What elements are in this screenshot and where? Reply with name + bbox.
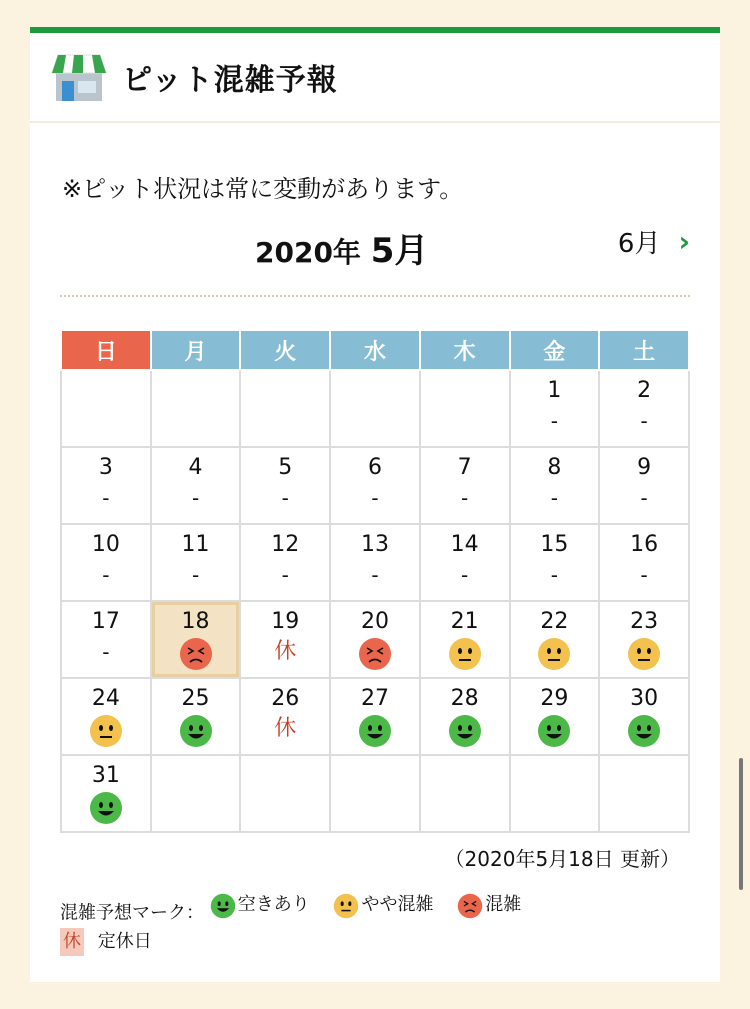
calendar-day-cell[interactable] [510,524,600,601]
calendar-day-cell[interactable] [330,601,420,678]
day-number: 29 [540,686,569,711]
day-number: 23 [630,609,659,634]
no-forecast-mark: - [640,409,648,433]
weekday-header-row [61,330,689,370]
day-number: 26 [271,686,300,711]
weekday-header: 日 [61,330,151,370]
rest-label: 定休日 [97,930,152,952]
calendar-day-cell[interactable] [240,447,330,524]
card-header [30,33,720,123]
calendar-day-cell[interactable] [420,601,510,678]
day-number: 1 [547,378,562,403]
calendar-day-cell[interactable] [61,678,151,755]
calendar-day-cell[interactable] [599,678,689,755]
legend-somewhat-label: やや混雑 [361,894,434,915]
calendar-day-cell[interactable] [151,601,241,678]
calendar-day-cell[interactable] [599,601,689,678]
day-number: 31 [91,763,120,788]
calendar-day-cell[interactable] [510,601,600,678]
calendar-week-row [61,755,689,832]
rest-mark: 休 [60,928,84,956]
smile-face-icon [152,711,240,747]
page-title: ピット混雑予報 [122,63,338,98]
calendar-empty-cell [330,755,420,832]
smile-face-icon [511,711,599,747]
calendar-empty-cell [420,755,510,832]
current-year-label: 2020年 [255,236,361,269]
neutral-face-icon [600,634,688,670]
legend-somewhat [333,891,433,919]
calendar-day-cell[interactable] [599,370,689,447]
no-forecast-mark: - [102,563,110,587]
legend-available-label: 空きあり [237,894,310,915]
calendar-empty-cell [61,370,151,447]
closed-day-mark: 休 [274,716,297,741]
current-month [255,223,428,272]
calendar-day-cell[interactable] [240,524,330,601]
day-number: 10 [91,532,120,557]
calendar-day-cell[interactable] [510,447,600,524]
calendar-empty-cell [240,755,330,832]
day-number: 14 [450,532,479,557]
no-forecast-mark: - [461,563,469,587]
neutral-face-icon [421,634,509,670]
neutral-face-icon [62,711,150,747]
legend-available [210,891,310,919]
no-forecast-mark: - [640,563,648,587]
day-number: 9 [637,455,652,480]
closed-day-mark: 休 [274,639,297,664]
calendar-week-row [61,370,689,447]
calendar-day-cell[interactable] [151,524,241,601]
calendar-empty-cell [240,370,330,447]
calendar-empty-cell [330,370,420,447]
shop-icon [50,53,108,101]
frown-face-icon [152,634,240,670]
no-forecast-mark: - [191,563,200,587]
no-forecast-mark: - [371,563,379,587]
calendar-week-row [61,524,689,601]
calendar-day-cell[interactable] [420,524,510,601]
calendar-day-cell[interactable] [330,524,420,601]
no-forecast-mark: - [281,486,289,510]
calendar-day-cell[interactable] [240,601,330,678]
day-number: 16 [630,532,659,557]
day-number: 22 [540,609,569,634]
no-forecast-mark: - [550,563,558,587]
smile-face-icon [421,711,509,747]
day-number: 11 [181,532,210,557]
calendar-empty-cell [510,755,600,832]
current-month-label: 5月 [370,231,429,271]
neutral-face-icon [511,634,599,670]
day-number: 4 [188,455,203,480]
no-forecast-mark: - [191,486,200,510]
calendar-day-cell[interactable] [61,524,151,601]
calendar-empty-cell [420,370,510,447]
day-number: 12 [271,532,300,557]
frown-face-icon [457,893,483,919]
neutral-face-icon [333,893,359,919]
day-number: 30 [630,686,659,711]
calendar-day-cell[interactable] [151,447,241,524]
day-number: 13 [360,532,389,557]
no-forecast-mark: - [461,486,469,510]
next-month-label: 6月 [617,229,661,259]
day-number: 8 [547,455,562,480]
calendar-day-cell[interactable] [510,678,600,755]
smile-face-icon [62,788,150,824]
day-number: 21 [450,609,479,634]
calendar-day-cell[interactable] [510,370,600,447]
day-number: 28 [450,686,479,711]
calendar [60,329,690,833]
calendar-day-cell[interactable] [599,447,689,524]
notice-text: ※ピット状況は常に変動があります。 [62,175,464,203]
calendar-empty-cell [599,755,689,832]
day-number: 3 [98,455,113,480]
calendar-week-row [61,447,689,524]
updated-timestamp: （2020年5月18日 更新） [444,847,680,871]
next-month-link[interactable] [618,223,690,260]
month-navigation [60,223,690,271]
legend-crowded-label: 混雑 [485,894,522,915]
no-forecast-mark: - [640,486,648,510]
legend-prefix: 混雑予想マーク： [60,902,204,924]
weekday-header: 土 [599,330,689,370]
calendar-week-row [61,678,689,755]
calendar-day-cell[interactable] [61,755,151,832]
smile-face-icon [331,711,419,747]
smile-face-icon [600,711,688,747]
chevron-right-icon: › [678,225,690,258]
legend-crowded [457,891,521,919]
day-number: 5 [278,455,293,480]
smile-face-icon [210,893,236,919]
legend [60,891,539,956]
weekday-header: 水 [330,330,420,370]
calendar-empty-cell [151,370,241,447]
weekday-header: 月 [151,330,241,370]
day-number: 15 [540,532,569,557]
day-number: 7 [457,455,472,480]
scrollbar[interactable] [739,758,743,890]
no-forecast-mark: - [102,486,110,510]
day-number: 20 [360,609,389,634]
calendar-day-cell[interactable] [151,678,241,755]
calendar-day-cell[interactable] [330,678,420,755]
no-forecast-mark: - [550,486,558,510]
day-number: 2 [637,378,652,403]
no-forecast-mark: - [371,486,379,510]
day-number: 19 [271,609,300,634]
calendar-day-cell[interactable] [61,601,151,678]
pit-forecast-card [30,27,720,982]
day-number: 17 [91,609,120,634]
day-number: 24 [91,686,120,711]
day-number: 6 [367,455,382,480]
day-number: 27 [360,686,389,711]
weekday-header: 木 [420,330,510,370]
calendar-day-cell[interactable] [240,678,330,755]
calendar-day-cell[interactable] [420,678,510,755]
day-number: 25 [181,686,210,711]
calendar-empty-cell [151,755,241,832]
dotted-divider [60,295,690,297]
calendar-day-cell[interactable] [599,524,689,601]
no-forecast-mark: - [102,640,110,664]
calendar-day-cell[interactable] [330,447,420,524]
weekday-header: 火 [240,330,330,370]
frown-face-icon [331,634,419,670]
weekday-header: 金 [510,330,600,370]
calendar-day-cell[interactable] [61,447,151,524]
no-forecast-mark: - [550,409,558,433]
day-number: 18 [181,609,210,634]
no-forecast-mark: - [281,563,289,587]
calendar-day-cell[interactable] [420,447,510,524]
calendar-week-row [61,601,689,678]
